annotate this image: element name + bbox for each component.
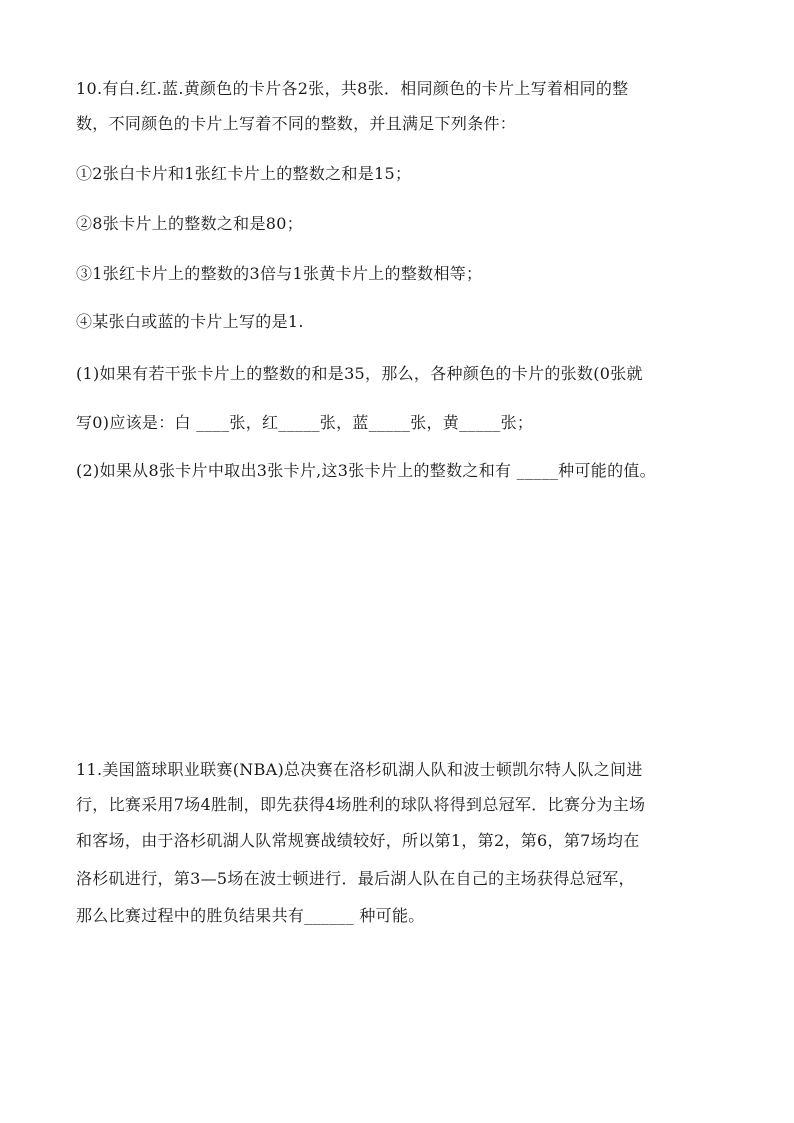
problem-10-line-1: 10.有白.红.蓝.黄颜色的卡片各2张，共8张．相同颜色的卡片上写着相同的整 bbox=[76, 79, 629, 98]
problem-10-line-2: 数，不同颜色的卡片上写着不同的整数，并且满足下列条件： bbox=[76, 114, 517, 133]
question-1-line-2: 写0)应该是：白 ____张，红_____张，蓝_____张，黄_____张； bbox=[76, 413, 534, 432]
problem-11-line-3: 和客场，由于洛杉矶湖人队常规赛战绩较好，所以第1，第2，第6，第7场均在 bbox=[76, 831, 640, 850]
question-2: (2)如果从8张卡片中取出3张卡片,这3张卡片上的整数之和有 _____种可能的值。 bbox=[76, 461, 656, 480]
condition-2: ②8张卡片上的整数之和是80； bbox=[76, 214, 304, 233]
problem-11-line-2: 行，比赛采用7场4胜制，即先获得4场胜利的球队将得到总冠军．比赛分为主场 bbox=[76, 795, 646, 814]
problem-11-line-1: 11.美国篮球职业联赛(NBA)总决赛在洛杉矶湖人队和波士顿凯尔特人队之间进 bbox=[76, 760, 643, 779]
condition-4: ④某张白或蓝的卡片上写的是1. bbox=[76, 312, 304, 331]
problem-11-line-4: 洛杉矶进行，第3—5场在波士顿进行．最后湖人队在自己的主场获得总冠军， bbox=[76, 869, 635, 888]
condition-1: ①2张白卡片和1张红卡片上的整数之和是15； bbox=[76, 164, 412, 183]
problem-11-line-5: 那么比赛过程中的胜负结果共有______ 种可能。 bbox=[76, 906, 425, 925]
condition-3: ③1张红卡片上的整数的3倍与1张黄卡片上的整数相等； bbox=[76, 264, 483, 283]
question-1-line-1: (1)如果有若干张卡片上的整数的和是35，那么，各种颜色的卡片的张数(0张就 bbox=[76, 364, 643, 383]
